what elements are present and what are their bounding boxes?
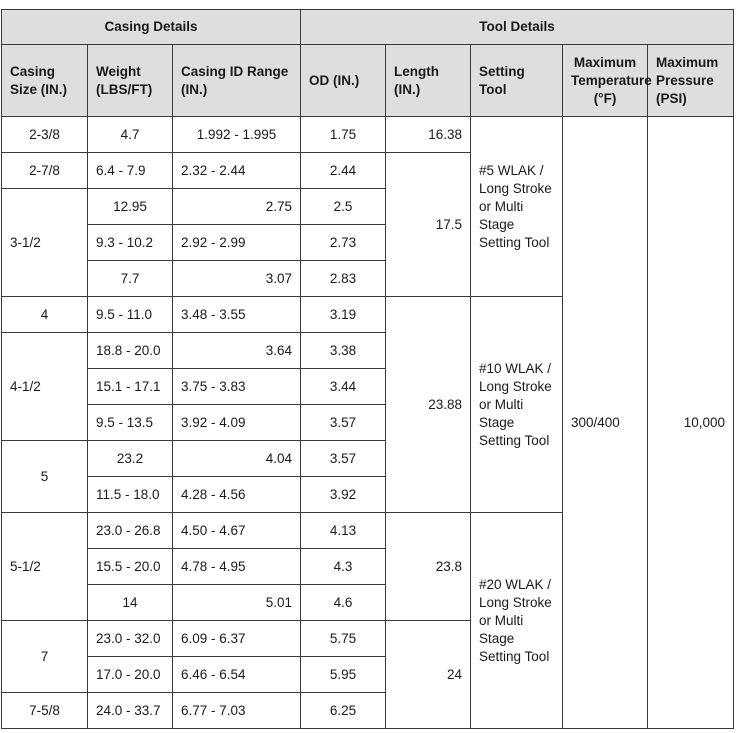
weight-cell: 17.0 - 20.0 [88, 657, 173, 693]
id-range-cell: 4.04 [173, 441, 301, 477]
setting-tool-cell: #10 WLAK / Long Stroke or Multi Stage Setting Tool [471, 297, 563, 513]
group-header-row [2, 10, 734, 45]
header-weight: Weight (LBS/FT) [88, 45, 173, 117]
id-range-cell: 3.64 [173, 333, 301, 369]
header-max-temp: Maximum Temperature (°F) [563, 45, 648, 117]
od-cell: 3.44 [301, 369, 386, 405]
od-cell: 5.95 [301, 657, 386, 693]
weight-cell: 18.8 - 20.0 [88, 333, 173, 369]
casing-size-cell: 2-7/8 [2, 153, 88, 189]
id-range-cell: 3.48 - 3.55 [173, 297, 301, 333]
od-cell: 5.75 [301, 621, 386, 657]
header-length: Length (IN.) [386, 45, 471, 117]
id-range-cell: 4.28 - 4.56 [173, 477, 301, 513]
id-range-cell: 3.75 - 3.83 [173, 369, 301, 405]
weight-cell: 14 [88, 585, 173, 621]
id-range-cell: 6.77 - 7.03 [173, 693, 301, 729]
setting-tool-cell: #5 WLAK / Long Stroke or Multi Stage Setting Tool [471, 117, 563, 297]
id-range-cell: 2.92 - 2.99 [173, 225, 301, 261]
casing-size-cell: 5-1/2 [2, 513, 88, 621]
weight-cell: 6.4 - 7.9 [88, 153, 173, 189]
weight-cell: 7.7 [88, 261, 173, 297]
od-cell: 2.83 [301, 261, 386, 297]
weight-cell: 9.5 - 11.0 [88, 297, 173, 333]
max-temperature-cell: 300/400 [563, 117, 648, 729]
id-range-cell: 2.32 - 2.44 [173, 153, 301, 189]
od-cell: 4.13 [301, 513, 386, 549]
weight-cell: 12.95 [88, 189, 173, 225]
weight-cell: 23.2 [88, 441, 173, 477]
weight-cell: 23.0 - 32.0 [88, 621, 173, 657]
weight-cell: 11.5 - 18.0 [88, 477, 173, 513]
length-cell: 16.38 [386, 117, 471, 153]
casing-tool-spec-table [1, 9, 734, 729]
od-cell: 3.57 [301, 405, 386, 441]
header-od: OD (IN.) [301, 45, 386, 117]
column-header-row [2, 45, 734, 117]
od-cell: 2.5 [301, 189, 386, 225]
weight-cell: 24.0 - 33.7 [88, 693, 173, 729]
od-cell: 4.3 [301, 549, 386, 585]
casing-details-header: Casing Details [2, 10, 301, 45]
casing-size-cell: 3-1/2 [2, 189, 88, 297]
casing-size-cell: 4 [2, 297, 88, 333]
id-range-cell: 3.07 [173, 261, 301, 297]
weight-cell: 15.1 - 17.1 [88, 369, 173, 405]
od-cell: 4.6 [301, 585, 386, 621]
casing-size-cell: 4-1/2 [2, 333, 88, 441]
header-id-range: Casing ID Range (IN.) [173, 45, 301, 117]
casing-size-cell: 7-5/8 [2, 693, 88, 729]
id-range-cell: 6.09 - 6.37 [173, 621, 301, 657]
length-cell: 17.5 [386, 153, 471, 297]
casing-size-cell: 7 [2, 621, 88, 693]
length-cell: 23.88 [386, 297, 471, 513]
id-range-cell: 2.75 [173, 189, 301, 225]
setting-tool-cell: #20 WLAK / Long Stroke or Multi Stage Setting Tool [471, 513, 563, 729]
length-cell: 24 [386, 621, 471, 729]
id-range-cell: 6.46 - 6.54 [173, 657, 301, 693]
od-cell: 1.75 [301, 117, 386, 153]
weight-cell: 15.5 - 20.0 [88, 549, 173, 585]
od-cell: 2.44 [301, 153, 386, 189]
od-cell: 3.57 [301, 441, 386, 477]
od-cell: 2.73 [301, 225, 386, 261]
header-casing-size: Casing Size (IN.) [2, 45, 88, 117]
casing-size-cell: 5 [2, 441, 88, 513]
max-pressure-cell: 10,000 [648, 117, 734, 729]
length-cell: 23.8 [386, 513, 471, 621]
weight-cell: 4.7 [88, 117, 173, 153]
id-range-cell: 5.01 [173, 585, 301, 621]
table-row [2, 117, 734, 153]
weight-cell: 23.0 - 26.8 [88, 513, 173, 549]
od-cell: 6.25 [301, 693, 386, 729]
id-range-cell: 3.92 - 4.09 [173, 405, 301, 441]
casing-size-cell: 2-3/8 [2, 117, 88, 153]
header-setting-tool: Setting Tool [471, 45, 563, 117]
id-range-cell: 1.992 - 1.995 [173, 117, 301, 153]
tool-details-header: Tool Details [301, 10, 734, 45]
header-max-pressure: Maximum Pressure (PSI) [648, 45, 734, 117]
id-range-cell: 4.78 - 4.95 [173, 549, 301, 585]
weight-cell: 9.3 - 10.2 [88, 225, 173, 261]
od-cell: 3.19 [301, 297, 386, 333]
od-cell: 3.92 [301, 477, 386, 513]
id-range-cell: 4.50 - 4.67 [173, 513, 301, 549]
od-cell: 3.38 [301, 333, 386, 369]
weight-cell: 9.5 - 13.5 [88, 405, 173, 441]
